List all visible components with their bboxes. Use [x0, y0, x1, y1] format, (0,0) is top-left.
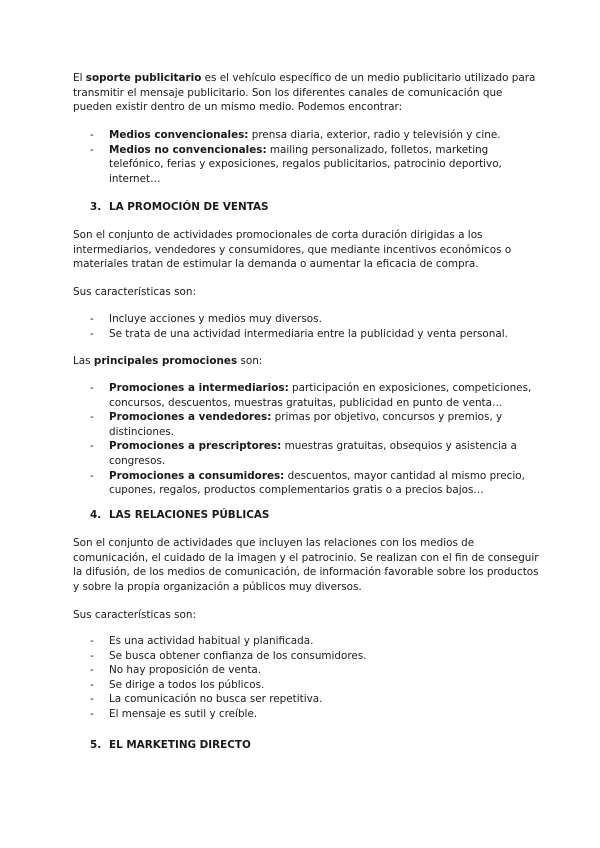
item-text: - El mensaje es sutil y creíble. [109, 707, 258, 720]
list-item [73, 327, 533, 342]
list-item [73, 381, 533, 410]
list-item [73, 410, 533, 439]
list-item [73, 634, 533, 649]
section-heading-5 [90, 738, 251, 753]
item-text: internet… [109, 172, 161, 185]
item-bold-label: Promociones a intermediarios: [109, 382, 289, 394]
item-text: - Se dirige a todos los públicos. [109, 678, 265, 691]
item-bold-label: Medios convencionales: [109, 129, 249, 141]
section-number: 3. [90, 201, 102, 213]
item-text: - La comunicación no busca ser repetitiva. [109, 693, 323, 706]
sec3-caracteristicas-list [73, 312, 533, 341]
list-item [73, 312, 533, 327]
intro-text: El [73, 72, 86, 84]
intro-paragraph [73, 71, 536, 115]
item-text: - No hay proposición de venta. [109, 664, 262, 677]
paragraph-line: la difusión, de los medios de comunicación, de información favorable sobre los productos [73, 566, 539, 579]
section-title: LAS RELACIONES PÚBLICAS [109, 509, 270, 521]
item-bold-label: Promociones a vendedores: [109, 411, 272, 424]
sec4-paragraph [73, 536, 539, 594]
intro-line-2: transmitir el mensaje publicitario. Son los diferentes canales de comunicación que [73, 86, 503, 99]
section-title: LA PROMOCIÓN DE VENTAS [109, 201, 269, 213]
item-text: muestras gratuitas, obsequios y asistencia a [281, 440, 517, 453]
item-text: telefónico, ferias y exposiciones, regalos publicitarios, patrocinio deportivo, [109, 158, 502, 171]
list-item [73, 649, 533, 664]
item-text: - Es una actividad habitual y planificada. [109, 635, 314, 647]
item-text: concursos, descuentos, muestras gratuitas, publicidad en punto de venta… [109, 396, 503, 409]
list-item [73, 439, 533, 468]
section-title: EL MARKETING DIRECTO [109, 739, 251, 751]
item-bold-label: Promociones a prescriptores: [109, 440, 282, 453]
label-bold: principales promociones [93, 355, 238, 367]
paragraph-line: materiales tratan de estimular la demanda o aumentar la eficacia de compra. [73, 258, 479, 271]
list-item [73, 707, 533, 722]
sec3-promociones-list [73, 381, 533, 498]
list-item [73, 128, 533, 143]
item-text: - Se busca obtener confianza de los consumidores. [109, 649, 367, 662]
list-item [73, 143, 533, 187]
item-text: primas por objetivo, concursos y premios, y [271, 411, 503, 424]
item-text: cupones, regalos, productos complementarios gratis o a precios bajos… [109, 484, 484, 497]
item-text: mailing personalizado, folletos, marketing [266, 143, 489, 156]
paragraph-line: Son el conjunto de actividades promocionales de corta duración dirigidas a los [73, 229, 483, 241]
sec3-caracteristicas-label: Sus características son: [73, 286, 196, 298]
list-item [73, 469, 533, 498]
paragraph-line: comunicación, el cuidado de la imagen y el patrocinio. Se realizan con el fin de conseguir [73, 551, 539, 564]
item-text: descuentos, mayor cantidad al mismo precio, [284, 469, 525, 482]
sec3-paragraph [73, 228, 533, 272]
intro-line-1 [73, 71, 536, 86]
item-text: congresos. [109, 454, 166, 467]
sec4-caracteristicas-label: Sus características son: [73, 609, 196, 621]
intro-bold-term: soporte publicitario [85, 72, 202, 84]
item-text: participación en exposiciones, competiciones, [288, 382, 532, 394]
list-item [73, 692, 533, 707]
intro-line-3: pueden existir dentro de un mismo medio. Podemos encontrar: [73, 101, 403, 114]
section-heading-3 [90, 200, 269, 215]
section-heading-4 [90, 508, 269, 523]
list-item [73, 663, 533, 678]
label-text: son: [237, 355, 263, 367]
label-text: Las [73, 355, 94, 367]
section-number: 5. [90, 739, 102, 751]
item-text: distinciones. [109, 425, 175, 438]
intro-text: es el vehículo específico de un medio publicitario utilizado para [201, 72, 536, 84]
item-text: prensa diaria, exterior, radio y televisión y cine. [248, 129, 501, 141]
item-text: - Se trata de una actividad intermediaria entre la publicidad y venta personal. [109, 327, 508, 340]
section-number: 4. [90, 509, 102, 521]
list-item [73, 678, 533, 693]
item-bold-label: Promociones a consumidores: [109, 469, 285, 482]
paragraph-line: Son el conjunto de actividades que incluyen las relaciones con los medios de [73, 537, 475, 549]
sec4-caracteristicas-list [73, 634, 533, 722]
paragraph-line: y sobre la propia organización a públicos muy diversos. [73, 580, 362, 593]
soportes-list [73, 128, 533, 186]
sec3-promociones-label [73, 354, 533, 369]
item-text: - Incluye acciones y medios muy diversos. [109, 313, 322, 325]
paragraph-line: intermediarios, vendedores y consumidores, que mediante incentivos económicos o [73, 243, 512, 256]
item-bold-label: Medios no convencionales: [109, 143, 267, 156]
